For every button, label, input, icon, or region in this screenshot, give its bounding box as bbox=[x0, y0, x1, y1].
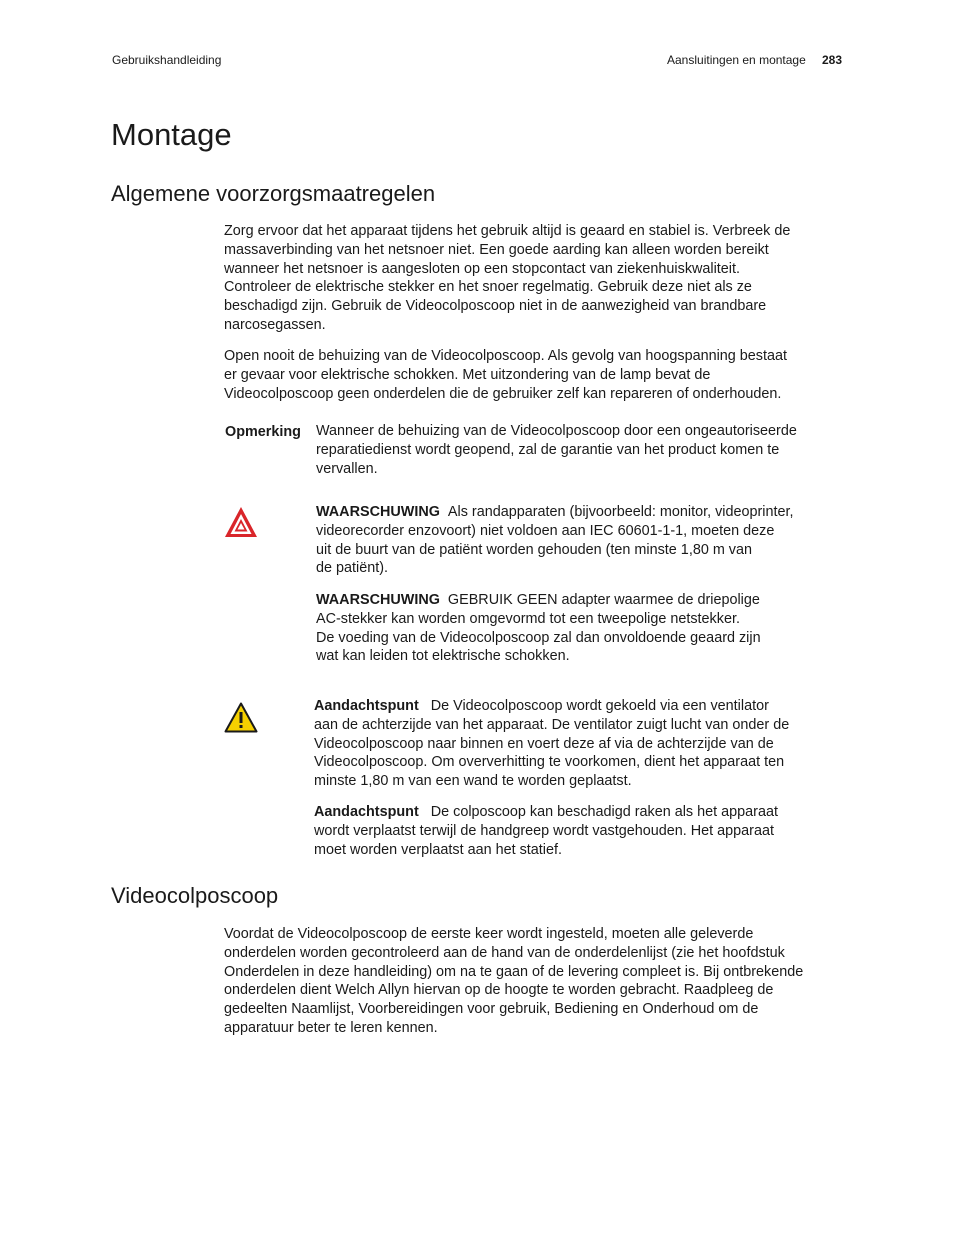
caution-2-text: De colposcoop kan beschadigd raken als het apparaat wordt verplaatst terwijl de handgreep wordt vastgehouden. Het apparaat moet worden verplaatst aan het statief. bbox=[314, 804, 778, 858]
warning-2-text: GEBRUIK GEEN adapter waarmee de driepolige AC-stekker kan worden omgevormd tot een tweepolige netstekker. De voeding van de Videocolposcoop zal dan onvoldoende geaard zijn wat kan leiden tot elektrische schokken. bbox=[316, 592, 761, 665]
caution-2 bbox=[314, 803, 846, 859]
caution-1-label: Aandachtspunt bbox=[314, 698, 419, 714]
caution-1 bbox=[314, 697, 846, 791]
paragraph-housing: Open nooit de behuizing van de Videocolposcoop. Als gevolg van hoogspanning bestaat er gevaar voor elektrische schokken. Met uitzondering van de lamp bevat de Videocolposcoop geen onderdelen die de gebruiker zelf kan repareren of onderhouden. bbox=[224, 348, 787, 402]
warning-1-text: Als randapparaten (bijvoorbeeld: monitor, videoprinter, videorecorder enzovoort) niet voldoen aan IEC 60601-1-1, moeten deze uit de buurt van de patiënt worden gehouden (ten minste 1,80 m van de patiënt). bbox=[316, 504, 794, 577]
warning-1-label: WAARSCHUWING bbox=[316, 504, 440, 520]
running-header-manual: Gebruikshandleiding bbox=[112, 53, 222, 67]
note-text: Wanneer de behuizing van de Videocolposcoop door een ongeautoriseerde reparatiedienst wordt geopend, zal de garantie van het product komen te vervallen. bbox=[316, 423, 797, 477]
section-heading-videocolposcoop: Videocolposcoop bbox=[111, 883, 279, 908]
caution-2-label: Aandachtspunt bbox=[314, 804, 419, 820]
warning-1 bbox=[316, 503, 846, 578]
caution-1-text: De Videocolposcoop wordt gekoeld via een ventilator aan de achterzijde van het apparaat. De ventilator zuigt lucht van onder de Videocolposcoop naar binnen en voert deze af via de achterzijde van de Videocolposcoop. Om oververhitting te voorkomen, dient het apparaat ten minste 1,80 m van een wand te worden geplaatst. bbox=[314, 698, 790, 790]
paragraph-grounding: Zorg ervoor dat het apparaat tijdens het gebruik altijd is geaard en stabiel is. Verbreek de massaverbinding van het netsnoer niet. Een goede aarding kan alleen worden bereikt wanneer het netsnoer is aangesloten op een stopcontact van ziekenhuiskwaliteit. Controleer de elektrische stekker en het snoer regelmatig. Gebruik deze niet als ze beschadigd zijn. Gebruik de Videocolposcoop niet in de aanwezigheid van brandbare narcosegassen. bbox=[224, 223, 791, 333]
warning-triangle-red-icon bbox=[224, 506, 258, 538]
warning-2-label: WAARSCHUWING bbox=[316, 592, 440, 608]
paragraph-videocolposcoop: Voordat de Videocolposcoop de eerste keer wordt ingesteld, moeten alle geleverde onderdelen worden gecontroleerd aan de hand van de onderdelenlijst (zie het hoofdstuk Onderdelen in deze handleiding) om na te gaan of de levering compleet is. Bij ontbrekende onderdelen dient Welch Allyn hiervan op de hoogte te worden gebracht. Raadpleeg de gedeelten Naamlijst, Voorbereidingen voor gebruik, Bediening en Onderhoud om de apparatuur beter te leren kennen. bbox=[224, 926, 804, 1036]
section-heading-precautions: Algemene voorzorgsmaatregelen bbox=[111, 181, 436, 206]
note-label: Opmerking bbox=[225, 424, 301, 440]
running-header-section: Aansluitingen en montage bbox=[667, 53, 806, 67]
page-number: 283 bbox=[822, 53, 843, 67]
page-title: Montage bbox=[111, 117, 232, 152]
caution-triangle-yellow-icon bbox=[224, 702, 258, 733]
warning-2 bbox=[316, 591, 846, 666]
